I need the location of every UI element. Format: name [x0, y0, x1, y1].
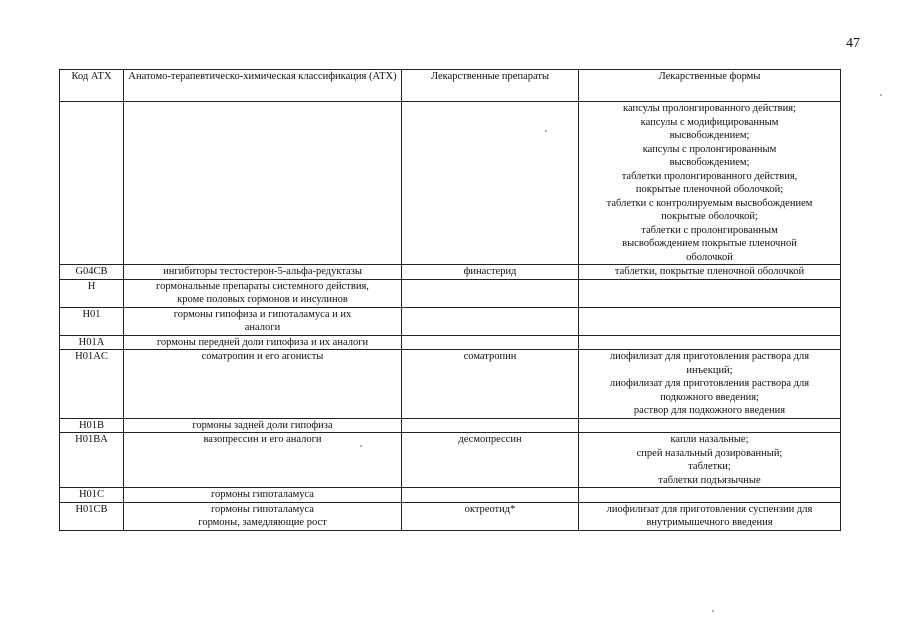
classification-line: соматропин и его агонисты	[201, 351, 324, 362]
table-row	[60, 488, 841, 503]
atx-code-cell: H	[60, 279, 124, 307]
header-classification: Анатомо-терапевтическо-химическая классификация (АТХ)	[124, 70, 402, 102]
classification-cell	[124, 265, 402, 280]
scan-speck	[712, 610, 714, 612]
classification-cell	[124, 502, 402, 530]
dosage-forms-cell	[579, 102, 841, 265]
dosage-form-line: лиофилизат для приготовления суспензии для	[606, 503, 813, 515]
dosage-form-line: оболочкой	[686, 251, 733, 263]
drug-cell	[402, 279, 579, 307]
header-drugs: Лекарственные препараты	[402, 70, 579, 102]
dosage-form-line: таблетки;	[688, 461, 731, 472]
scan-speck	[360, 445, 362, 447]
table-header-row	[60, 70, 841, 102]
classification-line: гормоны гипоталамуса	[211, 489, 314, 500]
drug-cell	[402, 335, 579, 350]
table-row	[60, 102, 841, 265]
table-row	[60, 350, 841, 419]
atx-code-cell: H01	[60, 307, 124, 335]
dosage-form-line: высвобождением;	[669, 130, 750, 141]
classification-cell	[124, 418, 402, 433]
dosage-form-line: капли назальные;	[670, 434, 749, 445]
dosage-form-line: инъекций;	[686, 364, 733, 376]
atx-code-cell: G04CB	[60, 265, 124, 280]
drug-cell	[402, 418, 579, 433]
drug-cell	[402, 307, 579, 335]
dosage-form-line: покрытые пленочной оболочкой;	[635, 184, 784, 195]
drug-cell	[402, 102, 579, 265]
classification-cell	[124, 102, 402, 265]
dosage-forms-cell	[579, 433, 841, 488]
page-number: 47	[846, 36, 860, 51]
dosage-forms-cell	[579, 279, 841, 307]
classification-line: аналоги	[244, 322, 281, 333]
classification-line: кроме половых гормонов и инсулинов	[177, 294, 348, 305]
classification-line: гормоны гипофиза и гипоталамуса и их	[173, 308, 352, 320]
dosage-forms-cell	[579, 350, 841, 419]
table-row	[60, 307, 841, 335]
dosage-form-line: таблетки с контролируемым высвобождением	[606, 197, 813, 209]
dosage-form-line: подкожного введения;	[660, 391, 759, 403]
classification-line: гормоны гипоталамуса	[211, 503, 314, 515]
dosage-form-line: таблетки с пролонгированным	[641, 224, 778, 236]
table-row	[60, 502, 841, 530]
header-forms: Лекарственные формы	[579, 70, 841, 102]
atx-code-cell: H01B	[60, 418, 124, 433]
dosage-forms-cell	[579, 265, 841, 280]
scan-speck	[545, 130, 547, 132]
scan-speck	[880, 94, 882, 96]
table-row	[60, 265, 841, 280]
drug-cell: октреотид*	[402, 502, 579, 530]
dosage-form-line: спрей назальный дозированный;	[636, 447, 783, 459]
atx-code-cell	[60, 102, 124, 265]
atx-table	[59, 69, 841, 531]
dosage-form-line: таблетки подъязычные	[658, 474, 761, 486]
dosage-form-line: капсулы с пролонгированным	[642, 143, 777, 155]
dosage-form-line: таблетки, покрытые пленочной оболочкой	[614, 266, 805, 277]
classification-cell	[124, 279, 402, 307]
header-code: Код АТХ	[60, 70, 124, 102]
dosage-form-line: капсулы пролонгированного действия;	[623, 103, 796, 114]
table-row	[60, 433, 841, 488]
table-row	[60, 418, 841, 433]
dosage-form-line: внутримышечного введения	[646, 517, 773, 528]
atx-code-cell: H01CB	[60, 502, 124, 530]
table-row	[60, 279, 841, 307]
dosage-forms-cell	[579, 488, 841, 503]
drug-cell: финастерид	[402, 265, 579, 280]
drug-cell: десмопрессин	[402, 433, 579, 488]
dosage-form-line: покрытые оболочкой;	[661, 211, 758, 222]
dosage-form-line: раствор для подкожного введения	[633, 405, 786, 416]
dosage-form-line: высвобождением;	[669, 157, 750, 168]
dosage-forms-cell	[579, 502, 841, 530]
dosage-forms-cell	[579, 307, 841, 335]
dosage-form-line: высвобождением покрытые пленочной	[622, 238, 797, 249]
classification-line: ингибиторы тестостерон-5-альфа-редуктазы	[163, 266, 362, 277]
classification-line: гормоны, замедляющие рост	[198, 517, 327, 528]
table-row	[60, 335, 841, 350]
classification-cell	[124, 307, 402, 335]
classification-cell	[124, 350, 402, 419]
atx-code-cell: H01AC	[60, 350, 124, 419]
dosage-forms-cell	[579, 335, 841, 350]
atx-code-cell: H01BA	[60, 433, 124, 488]
classification-line: гормоны передней доли гипофиза и их аналоги	[156, 336, 369, 348]
drug-cell: соматропин	[402, 350, 579, 419]
dosage-forms-cell	[579, 418, 841, 433]
classification-cell	[124, 433, 402, 488]
atx-code-cell: H01A	[60, 335, 124, 350]
classification-line: вазопрессин и его аналоги	[203, 434, 322, 445]
atx-code-cell: H01C	[60, 488, 124, 503]
table-body	[60, 102, 841, 531]
drug-cell	[402, 488, 579, 503]
classification-cell	[124, 335, 402, 350]
classification-cell	[124, 488, 402, 503]
classification-line: гормоны задней доли гипофиза	[192, 419, 333, 431]
classification-line: гормональные препараты системного действия,	[156, 280, 369, 292]
dosage-form-line: лиофилизат для приготовления раствора для	[609, 351, 810, 362]
dosage-form-line: таблетки пролонгированного действия,	[621, 170, 798, 182]
dosage-form-line: лиофилизат для приготовления раствора для	[609, 378, 810, 389]
dosage-form-line: капсулы с модифицированным	[640, 116, 779, 128]
